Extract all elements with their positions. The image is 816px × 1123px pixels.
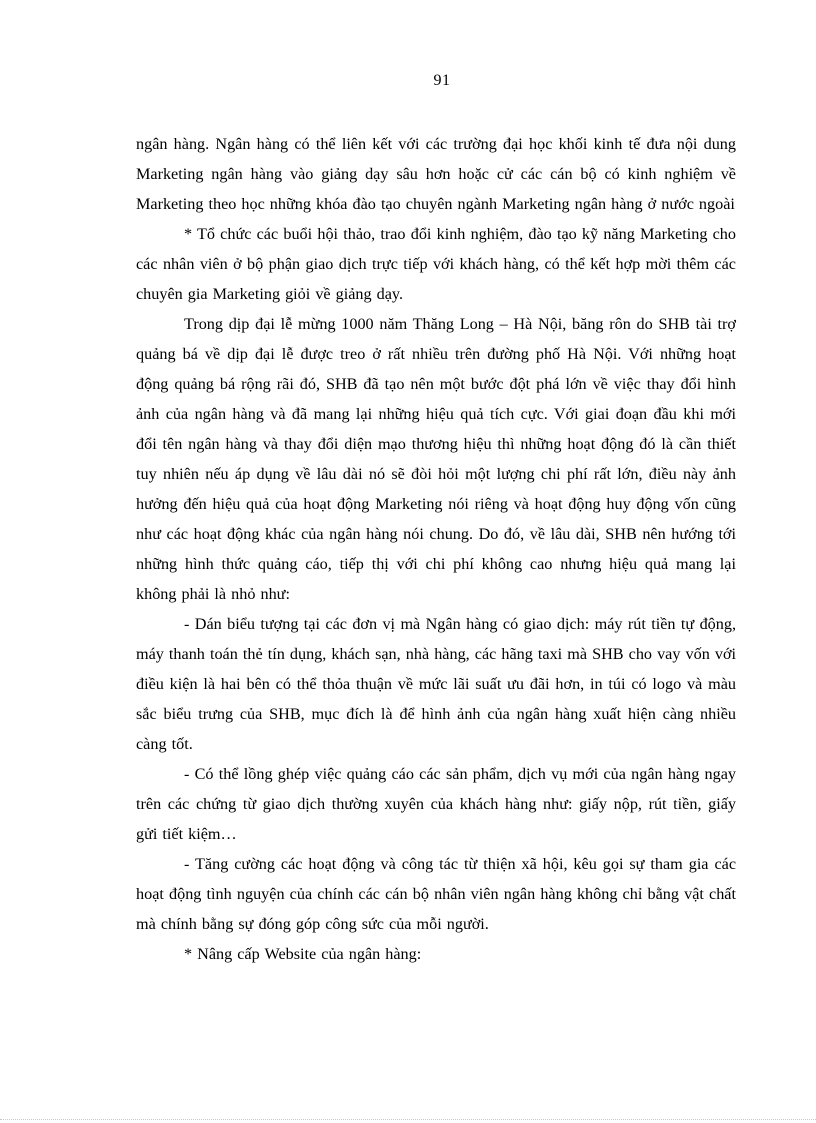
paragraph-thang-long-event: Trong dịp đại lễ mừng 1000 năm Thăng Long – Hà Nội, băng rôn do SHB tài trợ quảng bá về dịp đại lễ được treo ở rất nhiều trên đường phố Hà Nội. Với những hoạt động quảng bá rộng rãi đó, SHB đã tạo nên một bước đột phá lớn về việc thay đổi hình ảnh của ngân hàng và đã mang lại những hiệu quả tích cực. Với giai đoạn đầu khi mới đổi tên ngân hàng và thay đổi diện mạo thương hiệu thì những hoạt động đó là cần thiết tuy nhiên nếu áp dụng về lâu dài nó sẽ đòi hỏi một lượng chi phí rất lớn, điều này ảnh hưởng đến hiệu quả của hoạt động Marketing nói riêng và hoạt động huy động vốn cũng như các hoạt động khác của ngân hàng nói chung. Do đó, về lâu dài, SHB nên hướng tới những hình thức quảng cáo, tiếp thị với chi phí không cao nhưng hiệu quả mang lại không phải là nhỏ như: — [136, 315, 736, 603]
paragraph-website-upgrade: * Nâng cấp Website của ngân hàng: — [184, 945, 422, 963]
paragraph-charity: - Tăng cường các hoạt động và công tác từ thiện xã hội, kêu gọi sự tham gia các hoạt động tình nguyện của chính các cán bộ nhân viên ngân hàng không chỉ bằng vật chất mà chính bằng sự đóng góp công sức của mỗi người. — [136, 855, 736, 933]
paragraph-transaction-documents: - Có thể lồng ghép việc quảng cáo các sản phẩm, dịch vụ mới của ngân hàng ngay trên các chứng từ giao dịch thường xuyên của khách hàng như: giấy nộp, rút tiền, giấy gửi tiết kiệm… — [136, 765, 736, 843]
page-number: 91 — [433, 72, 451, 89]
paragraph-workshops: * Tổ chức các buổi hội thảo, trao đổi kinh nghiệm, đào tạo kỹ năng Marketing cho các nhân viên ở bộ phận giao dịch trực tiếp với khách hàng, có thể kết hợp mời thêm các chuyên gia Marketing giỏi về giảng dạy. — [136, 225, 736, 303]
document-body — [136, 129, 736, 969]
page-bottom-border — [0, 1119, 816, 1120]
paragraph-continued: ngân hàng. Ngân hàng có thể liên kết với các trường đại học khối kinh tế đưa nội dung Marketing ngân hàng vào giảng dạy sâu hơn hoặc cử các cán bộ có kinh nghiệm về Marketing theo học những khóa đào tạo chuyên ngành Marketing ngân hàng ở nước ngoài — [136, 135, 736, 213]
paragraph-logo-placement: - Dán biểu tượng tại các đơn vị mà Ngân hàng có giao dịch: máy rút tiền tự động, máy thanh toán thẻ tín dụng, khách sạn, nhà hàng, các hãng taxi mà SHB cho vay vốn với điều kiện là hai bên có thể thỏa thuận về mức lãi suất ưu đãi hơn, in túi có logo và màu sắc biểu trưng của SHB, mục đích là để hình ảnh của ngân hàng xuất hiện càng nhiều càng tốt. — [136, 615, 736, 753]
